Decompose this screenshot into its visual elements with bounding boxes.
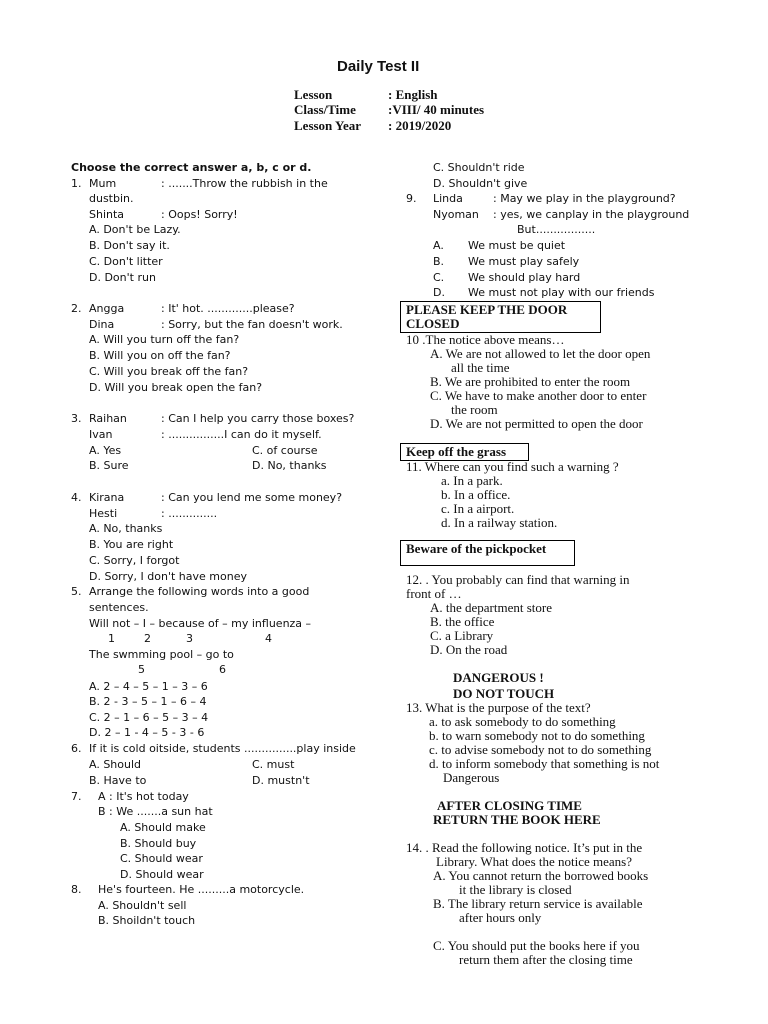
q9-option-d-letter: D. <box>433 286 445 299</box>
notice-return-line-2: RETURN THE BOOK HERE <box>433 812 601 827</box>
q7-option-c: C. Should wear <box>120 852 203 865</box>
q2-option-d: D. Will you break open the fan? <box>89 381 263 394</box>
q14-option-a-cont: it the library is closed <box>459 882 572 897</box>
instruction: Choose the correct answer a, b, c or d. <box>71 161 312 174</box>
q5-question: Arrange the following words into a good <box>89 585 310 598</box>
q13-option-a: a. to ask somebody to do something <box>429 714 616 729</box>
q9-option-c: We should play hard <box>468 271 581 284</box>
q1-speaker-1: Mum <box>89 177 117 190</box>
q8-option-d: D. Shouldn't give <box>433 177 528 190</box>
q9-line-2: : yes, we canplay in the playground <box>493 208 690 221</box>
q3-speaker-1: Raihan <box>89 412 127 425</box>
q14-option-b: B. The library return service is available <box>433 896 643 911</box>
q13-option-c: c. to advise somebody not to do something <box>429 742 652 757</box>
q9-option-c-letter: C. <box>433 271 445 284</box>
q12-option-c: C. a Library <box>430 628 494 643</box>
q10-option-d: D. We are not permitted to open the door <box>430 416 643 431</box>
q9-option-b-letter: B. <box>433 255 445 268</box>
q10-question: 10 .The notice above means… <box>406 332 565 347</box>
q5-words-line-2: The swmming pool – go to <box>89 648 234 661</box>
lesson-year-label: Lesson Year <box>294 118 362 133</box>
q5-number: 5. <box>71 585 82 598</box>
q2-speaker-2: Dina <box>89 318 115 331</box>
q1-option-c: C. Don't litter <box>89 255 163 268</box>
q7-line-a: A : It's hot today <box>98 790 189 803</box>
q3-speaker-2: Ivan <box>89 428 113 441</box>
notice-pickpocket: Beware of the pickpocket <box>400 540 575 566</box>
q10-option-a-cont: all the time <box>451 360 510 375</box>
q8-option-b: B. Shoildn't touch <box>98 914 196 927</box>
q1-line-1: : .......Throw the rubbish in the <box>161 177 328 190</box>
q5-option-c: C. 2 – 1 – 6 – 5 – 3 – 4 <box>89 711 209 724</box>
q8-number: 8. <box>71 883 82 896</box>
lesson-year-value: : 2019/2020 <box>388 118 452 133</box>
q3-option-b: B. Sure <box>89 459 129 472</box>
q5-word-number-3: 3 <box>186 632 193 645</box>
q14-question-cont: Library. What does the notice means? <box>436 854 633 869</box>
class-time-value: :VIII/ 40 minutes <box>388 102 485 117</box>
q13-option-d-cont: Dangerous <box>443 770 500 785</box>
q4-line-2: : .............. <box>161 507 218 520</box>
q6-option-a: A. Should <box>89 758 142 771</box>
q7-option-d: D. Should wear <box>120 868 204 881</box>
q4-speaker-2: Hesti <box>89 507 118 520</box>
q2-line-1: : It' hot. .............please? <box>161 302 295 315</box>
q1-speaker-2: Shinta <box>89 208 125 221</box>
q8-option-a: A. Shouldn't sell <box>98 899 187 912</box>
q14-option-a: A. You cannot return the borrowed books <box>433 868 649 883</box>
q3-line-2: : ................I can do it myself. <box>161 428 322 441</box>
q3-number: 3. <box>71 412 82 425</box>
q11-option-a: a. In a park. <box>441 473 503 488</box>
q5-word-number-2: 2 <box>144 632 151 645</box>
q14-option-c-cont: return them after the closing time <box>459 952 633 967</box>
q9-line-1: : May we play in the playground? <box>493 192 676 205</box>
q7-option-a: A. Should make <box>120 821 206 834</box>
q12-question: 12. . You probably can find that warning in <box>406 572 630 587</box>
q5-words-line-1: Will not – I – because of – my influenza – <box>89 617 312 630</box>
q1-number: 1. <box>71 177 82 190</box>
q6-option-c: C. must <box>252 758 295 771</box>
notice-door-line-2: CLOSED <box>406 316 460 331</box>
q4-option-c: C. Sorry, I forgot <box>89 554 180 567</box>
q4-option-b: B. You are right <box>89 538 174 551</box>
q2-option-a: A. Will you turn off the fan? <box>89 333 240 346</box>
q10-option-c: C. We have to make another door to enter <box>430 388 647 403</box>
q12-question-cont: front of … <box>406 586 462 601</box>
q7-number: 7. <box>71 790 82 803</box>
q9-speaker-1: Linda <box>433 192 463 205</box>
q13-question: 13. What is the purpose of the text? <box>406 700 591 715</box>
q10-option-c-cont: the room <box>451 402 498 417</box>
q6-option-d: D. mustn't <box>252 774 310 787</box>
q2-speaker-1: Angga <box>89 302 125 315</box>
q1-line-1-cont: dustbin. <box>89 192 134 205</box>
q5-question-cont: sentences. <box>89 601 149 614</box>
q9-number: 9. <box>406 192 417 205</box>
notice-dangerous-line-1: DANGEROUS ! <box>453 670 544 685</box>
q10-option-a: A. We are not allowed to let the door open <box>430 346 651 361</box>
q10-option-b: B. We are prohibited to enter the room <box>430 374 631 389</box>
q14-question: 14. . Read the following notice. It’s put in the <box>406 840 643 855</box>
q11-question: 11. Where can you find such a warning ? <box>406 459 619 474</box>
q8-option-c: C. Shouldn't ride <box>433 161 525 174</box>
q2-option-b: B. Will you on off the fan? <box>89 349 231 362</box>
q7-line-b: B : We .......a sun hat <box>98 805 213 818</box>
q12-option-b: B. the office <box>430 614 495 629</box>
q11-option-c: c. In a airport. <box>441 501 515 516</box>
q5-option-d: D. 2 – 1 - 4 – 5 - 3 - 6 <box>89 726 205 739</box>
q13-option-b: b. to warn somebody not to do something <box>429 728 645 743</box>
q6-option-b: B. Have to <box>89 774 147 787</box>
q2-line-2: : Sorry, but the fan doesn't work. <box>161 318 343 331</box>
q1-option-d: D. Don't run <box>89 271 156 284</box>
q11-option-b: b. In a office. <box>441 487 511 502</box>
q2-number: 2. <box>71 302 82 315</box>
q5-word-number-5: 5 <box>138 663 145 676</box>
lesson-label: Lesson <box>294 87 333 102</box>
q14-option-c: C. You should put the books here if you <box>433 938 640 953</box>
q4-option-d: D. Sorry, I don't have money <box>89 570 247 583</box>
q5-word-number-1: 1 <box>108 632 115 645</box>
page-title: Daily Test II <box>337 58 420 75</box>
q3-option-d: D. No, thanks <box>252 459 327 472</box>
q3-option-a: A. Yes <box>89 444 122 457</box>
q14-option-b-cont: after hours only <box>459 910 542 925</box>
q3-line-1: : Can I help you carry those boxes? <box>161 412 355 425</box>
notice-door-line-1: PLEASE KEEP THE DOOR <box>406 302 568 317</box>
q4-line-1: : Can you lend me some money? <box>161 491 343 504</box>
lesson-value: : English <box>388 87 438 102</box>
q3-option-c: C. of course <box>252 444 318 457</box>
notice-grass: Keep off the grass <box>400 443 529 461</box>
q7-option-b: B. Should buy <box>120 837 197 850</box>
q4-speaker-1: Kirana <box>89 491 125 504</box>
q9-line-3: But................. <box>517 223 596 236</box>
q9-option-a-letter: A. <box>433 239 444 252</box>
q9-option-b: We must play safely <box>468 255 580 268</box>
q4-number: 4. <box>71 491 82 504</box>
q11-option-d: d. In a railway station. <box>441 515 558 530</box>
q6-question: If it is cold oitside, students ...............play inside <box>89 742 356 755</box>
q1-option-b: B. Don't say it. <box>89 239 170 252</box>
q6-number: 6. <box>71 742 82 755</box>
q8-question: He's fourteen. He .........a motorcycle. <box>98 883 305 896</box>
q1-option-a: A. Don't be Lazy. <box>89 223 181 236</box>
q1-line-2: : Oops! Sorry! <box>161 208 238 221</box>
q12-option-a: A. the department store <box>430 600 553 615</box>
q2-option-c: C. Will you break off the fan? <box>89 365 249 378</box>
q9-option-d: We must not play with our friends <box>468 286 655 299</box>
notice-door-box <box>400 301 601 333</box>
notice-return-line-1: AFTER CLOSING TIME <box>437 798 582 813</box>
q5-word-number-6: 6 <box>219 663 226 676</box>
q13-option-d: d. to inform somebody that something is not <box>429 756 660 771</box>
q9-speaker-2: Nyoman <box>433 208 479 221</box>
q12-option-d: D. On the road <box>430 642 508 657</box>
q5-option-a: A. 2 – 4 – 5 – 1 – 3 – 6 <box>89 680 208 693</box>
class-time-label: Class/Time <box>294 102 356 117</box>
notice-dangerous-line-2: DO NOT TOUCH <box>453 686 555 701</box>
q5-word-number-4: 4 <box>265 632 272 645</box>
q4-option-a: A. No, thanks <box>89 522 163 535</box>
q9-option-a: We must be quiet <box>468 239 566 252</box>
q5-option-b: B. 2 - 3 – 5 – 1 – 6 – 4 <box>89 695 207 708</box>
